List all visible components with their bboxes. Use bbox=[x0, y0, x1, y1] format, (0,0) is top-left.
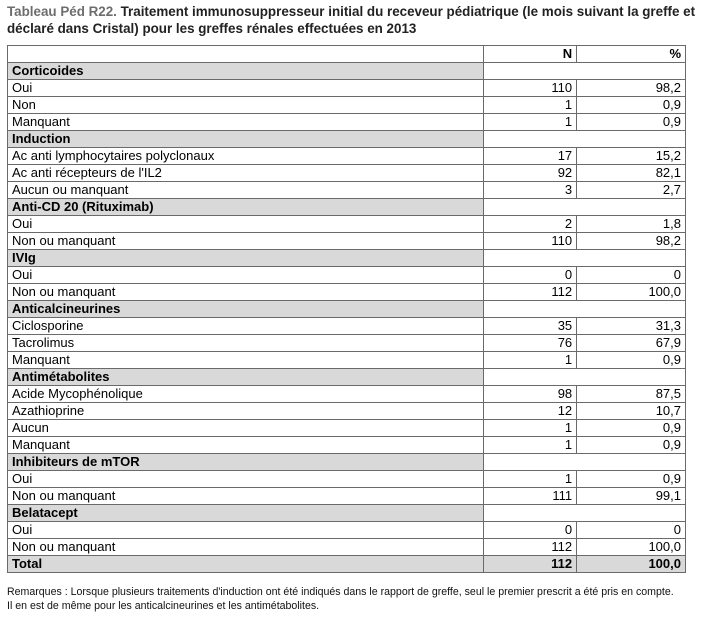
table-row bbox=[8, 522, 686, 539]
total-pct: 100,0 bbox=[577, 556, 686, 573]
total-n: 112 bbox=[484, 556, 577, 573]
row-pct: 0,9 bbox=[577, 114, 686, 131]
row-n: 98 bbox=[484, 386, 577, 403]
row-n: 112 bbox=[484, 539, 577, 556]
table-row bbox=[8, 403, 686, 420]
table-row bbox=[8, 97, 686, 114]
row-pct: 0,9 bbox=[577, 97, 686, 114]
row-label: Oui bbox=[8, 471, 484, 488]
row-pct: 98,2 bbox=[577, 233, 686, 250]
row-label: Oui bbox=[8, 522, 484, 539]
row-label: Non ou manquant bbox=[8, 284, 484, 301]
row-label: Ac anti lymphocytaires polyclonaux bbox=[8, 148, 484, 165]
section-blank-cell bbox=[484, 63, 686, 80]
table-row bbox=[8, 539, 686, 556]
row-pct: 87,5 bbox=[577, 386, 686, 403]
table-row bbox=[8, 80, 686, 97]
row-n: 1 bbox=[484, 352, 577, 369]
section-header-row bbox=[8, 63, 686, 80]
remarks-note bbox=[7, 585, 707, 613]
section-header-row bbox=[8, 454, 686, 471]
row-pct: 98,2 bbox=[577, 80, 686, 97]
section-label: IVIg bbox=[8, 250, 484, 267]
section-label: Inhibiteurs de mTOR bbox=[8, 454, 484, 471]
row-label: Non ou manquant bbox=[8, 539, 484, 556]
section-header-row bbox=[8, 301, 686, 318]
row-label: Ac anti récepteurs de l'IL2 bbox=[8, 165, 484, 182]
table-row bbox=[8, 488, 686, 505]
row-pct: 100,0 bbox=[577, 539, 686, 556]
table-row bbox=[8, 352, 686, 369]
section-header-row bbox=[8, 250, 686, 267]
row-label: Oui bbox=[8, 267, 484, 284]
section-blank-cell bbox=[484, 301, 686, 318]
row-label: Oui bbox=[8, 216, 484, 233]
row-n: 110 bbox=[484, 80, 577, 97]
row-label: Acide Mycophénolique bbox=[8, 386, 484, 403]
row-pct: 0,9 bbox=[577, 471, 686, 488]
table-row bbox=[8, 216, 686, 233]
total-row bbox=[8, 556, 686, 573]
row-n: 3 bbox=[484, 182, 577, 199]
table-row bbox=[8, 318, 686, 335]
table-row bbox=[8, 182, 686, 199]
row-pct: 1,8 bbox=[577, 216, 686, 233]
section-label: Belatacept bbox=[8, 505, 484, 522]
table-title bbox=[7, 3, 703, 37]
table-row bbox=[8, 386, 686, 403]
section-label: Anti-CD 20 (Rituximab) bbox=[8, 199, 484, 216]
row-pct: 0,9 bbox=[577, 437, 686, 454]
row-label: Ciclosporine bbox=[8, 318, 484, 335]
table-row bbox=[8, 437, 686, 454]
header-label bbox=[8, 46, 484, 63]
row-n: 1 bbox=[484, 471, 577, 488]
row-pct: 31,3 bbox=[577, 318, 686, 335]
row-pct: 10,7 bbox=[577, 403, 686, 420]
table-row bbox=[8, 165, 686, 182]
header-row bbox=[8, 46, 686, 63]
section-label: Induction bbox=[8, 131, 484, 148]
section-label: Anticalcineurines bbox=[8, 301, 484, 318]
row-n: 110 bbox=[484, 233, 577, 250]
row-label: Manquant bbox=[8, 352, 484, 369]
section-label: Corticoides bbox=[8, 63, 484, 80]
row-label: Azathioprine bbox=[8, 403, 484, 420]
row-n: 1 bbox=[484, 420, 577, 437]
section-blank-cell bbox=[484, 250, 686, 267]
row-n: 2 bbox=[484, 216, 577, 233]
row-pct: 0,9 bbox=[577, 420, 686, 437]
section-header-row bbox=[8, 199, 686, 216]
section-blank-cell bbox=[484, 505, 686, 522]
table-caption: Traitement immunosuppresseur initial du receveur pédiatrique (le mois suivant la greffe et déclaré dans Cristal) pour les greffes rénales effectuées en 2013 bbox=[7, 4, 696, 36]
table-row bbox=[8, 420, 686, 437]
section-blank-cell bbox=[484, 369, 686, 386]
section-header-row bbox=[8, 131, 686, 148]
row-n: 12 bbox=[484, 403, 577, 420]
section-header-row bbox=[8, 369, 686, 386]
section-header-row bbox=[8, 505, 686, 522]
row-label: Aucun ou manquant bbox=[8, 182, 484, 199]
row-pct: 0,9 bbox=[577, 352, 686, 369]
row-n: 1 bbox=[484, 114, 577, 131]
section-blank-cell bbox=[484, 131, 686, 148]
row-label: Non ou manquant bbox=[8, 233, 484, 250]
row-label: Non bbox=[8, 97, 484, 114]
table-row bbox=[8, 471, 686, 488]
row-n: 76 bbox=[484, 335, 577, 352]
row-pct: 67,9 bbox=[577, 335, 686, 352]
total-label: Total bbox=[8, 556, 484, 573]
table-row bbox=[8, 284, 686, 301]
table-number: Tableau Péd R22. bbox=[7, 4, 117, 19]
row-label: Aucun bbox=[8, 420, 484, 437]
row-n: 92 bbox=[484, 165, 577, 182]
header-pct: % bbox=[577, 46, 686, 63]
row-label: Oui bbox=[8, 80, 484, 97]
header-n: N bbox=[484, 46, 577, 63]
table-row bbox=[8, 335, 686, 352]
row-n: 1 bbox=[484, 437, 577, 454]
section-label: Antimétabolites bbox=[8, 369, 484, 386]
table-row bbox=[8, 233, 686, 250]
row-n: 0 bbox=[484, 267, 577, 284]
section-blank-cell bbox=[484, 199, 686, 216]
row-label: Non ou manquant bbox=[8, 488, 484, 505]
row-n: 1 bbox=[484, 97, 577, 114]
row-label: Tacrolimus bbox=[8, 335, 484, 352]
row-n: 111 bbox=[484, 488, 577, 505]
row-n: 17 bbox=[484, 148, 577, 165]
row-n: 35 bbox=[484, 318, 577, 335]
table-row bbox=[8, 267, 686, 284]
row-pct: 99,1 bbox=[577, 488, 686, 505]
row-pct: 0 bbox=[577, 522, 686, 539]
section-blank-cell bbox=[484, 454, 686, 471]
row-label: Manquant bbox=[8, 114, 484, 131]
row-label: Manquant bbox=[8, 437, 484, 454]
remark-line-1: Remarques : Lorsque plusieurs traitements d'induction ont été indiqués dans le rapport de greffe, seul le premier prescrit a été pris en compte. bbox=[7, 586, 674, 598]
row-n: 112 bbox=[484, 284, 577, 301]
immunosuppression-table bbox=[7, 45, 686, 573]
row-pct: 15,2 bbox=[577, 148, 686, 165]
table-row bbox=[8, 114, 686, 131]
row-pct: 82,1 bbox=[577, 165, 686, 182]
row-pct: 0 bbox=[577, 267, 686, 284]
row-n: 0 bbox=[484, 522, 577, 539]
remark-line-2: Il en est de même pour les anticalcineurines et les antimétabolites. bbox=[7, 600, 320, 612]
row-pct: 100,0 bbox=[577, 284, 686, 301]
row-pct: 2,7 bbox=[577, 182, 686, 199]
table-row bbox=[8, 148, 686, 165]
table-body bbox=[8, 63, 686, 556]
